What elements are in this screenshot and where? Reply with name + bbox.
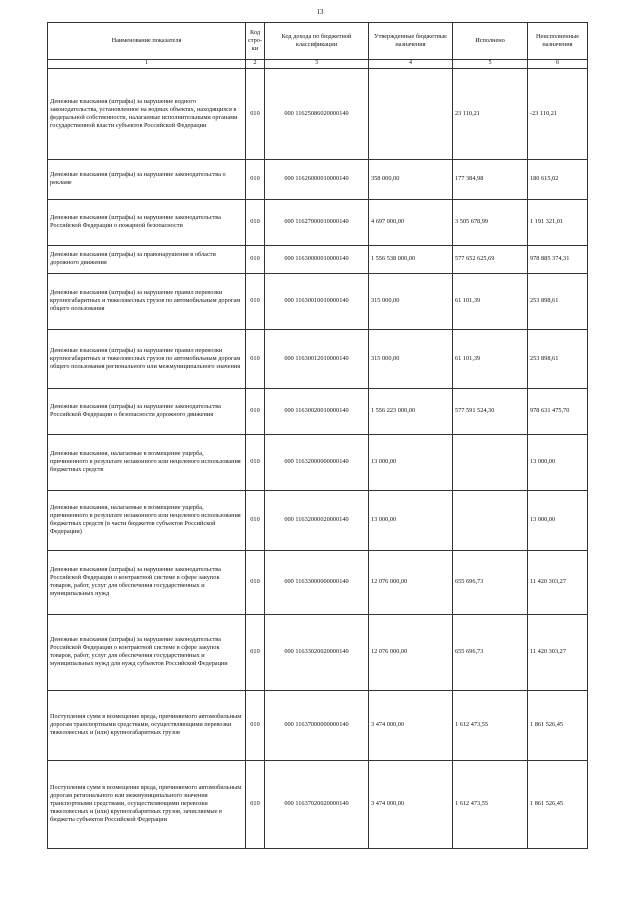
indicator-name: Денежные взыскания (штрафы) за нарушение законодательства Российской Федерации о пожарной безопасности	[48, 199, 246, 245]
line-code: 010	[246, 273, 265, 329]
indicator-name: Денежные взыскания (штрафы) за нарушение законодательства Российской Федерации о безопасности дорожного движения	[48, 388, 246, 434]
column-number: 1	[48, 60, 246, 69]
indicator-name: Денежные взыскания (штрафы) за нарушение водного законодательства, установленное на водных объектах, находящихся в федеральной собственности, налагаемые исполнительными органами государственной власти субъектов Российской Федерации	[48, 68, 246, 159]
table-row	[48, 199, 588, 245]
indicator-name: Денежные взыскания (штрафы) за правонарушения в области дорожного движения	[48, 245, 246, 273]
approved-value: 1 556 538 000,00	[369, 245, 453, 273]
approved-value: 4 697 000,00	[369, 199, 453, 245]
revenue-code: 000 11630020010000140	[265, 388, 369, 434]
approved-value: 13 000,00	[369, 490, 453, 550]
executed-value: 655 696,73	[453, 550, 528, 614]
header-executed: Исполнено	[453, 23, 528, 60]
table-row	[48, 614, 588, 690]
page-number: 13	[316, 8, 324, 16]
header-indicator-name: Наименование показателя	[48, 23, 246, 60]
line-code: 010	[246, 490, 265, 550]
budget-revenue-table	[47, 22, 588, 849]
indicator-name: Денежные взыскания (штрафы) за нарушение правил перевозки крупногабаритных и тяжеловесных грузов по автомобильным дорогам общего пользования регионального или межмуниципального значения	[48, 329, 246, 388]
line-code: 010	[246, 690, 265, 760]
indicator-name: Денежные взыскания (штрафы) за нарушение законодательства о рекламе	[48, 159, 246, 199]
table-row	[48, 273, 588, 329]
line-code: 010	[246, 388, 265, 434]
indicator-name: Денежные взыскания, налагаемые в возмещение ущерба, причиненного в результате незаконного или нецелевого использования бюджетных средств	[48, 434, 246, 490]
indicator-name: Денежные взыскания, налагаемые в возмещение ущерба, причиненного в результате незаконного или нецелевого использования бюджетных средств (в части бюджетов субъектов Российской Федерации)	[48, 490, 246, 550]
table-row	[48, 550, 588, 614]
revenue-code: 000 11632000000000140	[265, 434, 369, 490]
approved-value: 3 474 000,00	[369, 690, 453, 760]
header-revenue-code: Код дохода по бюджетной классификации	[265, 23, 369, 60]
executed-value	[453, 490, 528, 550]
column-number: 4	[369, 60, 453, 69]
executed-value: 1 612 473,55	[453, 760, 528, 848]
revenue-code: 000 11630012010000140	[265, 329, 369, 388]
approved-value: 315 000,00	[369, 273, 453, 329]
line-code: 010	[246, 68, 265, 159]
column-number: 6	[528, 60, 588, 69]
unexecuted-value: 11 420 303,27	[528, 614, 588, 690]
executed-value: 177 384,98	[453, 159, 528, 199]
line-code: 010	[246, 614, 265, 690]
line-code: 010	[246, 245, 265, 273]
header-approved: Утвержденные бюджетные назначения	[369, 23, 453, 60]
executed-value: 577 591 524,30	[453, 388, 528, 434]
indicator-name: Поступления сумм в возмещение вреда, причиняемого автомобильным дорогам регионального или межмуниципального значения транспортными средствами, осуществляющими перевозки тяжеловесных и (или) крупногабаритных грузов, зачисляемые в бюджеты субъектов Российской Федерации	[48, 760, 246, 848]
executed-value: 61 101,39	[453, 273, 528, 329]
executed-value: 3 505 678,99	[453, 199, 528, 245]
approved-value: 1 556 223 000,00	[369, 388, 453, 434]
column-number: 2	[246, 60, 265, 69]
column-number: 3	[265, 60, 369, 69]
revenue-code: 000 11633000000000140	[265, 550, 369, 614]
table-row	[48, 690, 588, 760]
table-row	[48, 68, 588, 159]
unexecuted-value: 1 861 526,45	[528, 760, 588, 848]
indicator-name: Денежные взыскания (штрафы) за нарушение законодательства Российской Федерации о контрактной системе в сфере закупок товаров, работ, услуг для обеспечения государственных и муниципальных нужд для нужд субъектов Российской Федерации	[48, 614, 246, 690]
revenue-code: 000 11637020020000140	[265, 760, 369, 848]
unexecuted-value: 253 898,61	[528, 329, 588, 388]
indicator-name: Денежные взыскания (штрафы) за нарушение законодательства Российской Федерации о контрактной системе в сфере закупок товаров, работ, услуг для обеспечения государственных и муниципальных нужд	[48, 550, 246, 614]
line-code: 010	[246, 760, 265, 848]
table-row	[48, 329, 588, 388]
executed-value: 577 652 625,69	[453, 245, 528, 273]
approved-value: 12 076 000,00	[369, 550, 453, 614]
table-row	[48, 434, 588, 490]
unexecuted-value: 13 000,00	[528, 434, 588, 490]
executed-value: 23 110,21	[453, 68, 528, 159]
line-code: 010	[246, 159, 265, 199]
header-line-code: Код стро-ки	[246, 23, 265, 60]
approved-value: 358 000,00	[369, 159, 453, 199]
indicator-name: Денежные взыскания (штрафы) за нарушение правил перевозки крупногабаритных и тяжеловесных грузов по автомобильным дорогам общего пользования	[48, 273, 246, 329]
table-row	[48, 388, 588, 434]
revenue-code: 000 11637000000000140	[265, 690, 369, 760]
revenue-code: 000 11630010010000140	[265, 273, 369, 329]
unexecuted-value: 180 615,02	[528, 159, 588, 199]
executed-value: 61 101,39	[453, 329, 528, 388]
line-code: 010	[246, 199, 265, 245]
revenue-code: 000 11626000010000140	[265, 159, 369, 199]
approved-value: 315 000,00	[369, 329, 453, 388]
unexecuted-value: 978 631 475,70	[528, 388, 588, 434]
unexecuted-value: 1 861 526,45	[528, 690, 588, 760]
table-row	[48, 760, 588, 848]
executed-value: 1 612 473,55	[453, 690, 528, 760]
line-code: 010	[246, 434, 265, 490]
indicator-name: Поступления сумм в возмещение вреда, причиняемого автомобильным дорогам транспортными средствами, осуществляющими перевозки тяжеловесных и (или) крупногабаритных грузов	[48, 690, 246, 760]
unexecuted-value: 1 191 321,01	[528, 199, 588, 245]
column-number-row	[48, 60, 588, 69]
unexecuted-value: 11 420 303,27	[528, 550, 588, 614]
executed-value: 655 696,73	[453, 614, 528, 690]
unexecuted-value: -23 110,21	[528, 68, 588, 159]
revenue-code: 000 11632000020000140	[265, 490, 369, 550]
unexecuted-value: 253 898,61	[528, 273, 588, 329]
revenue-code: 000 11633020020000140	[265, 614, 369, 690]
executed-value	[453, 434, 528, 490]
approved-value: 12 076 000,00	[369, 614, 453, 690]
approved-value: 13 000,00	[369, 434, 453, 490]
line-code: 010	[246, 550, 265, 614]
approved-value: 3 474 000,00	[369, 760, 453, 848]
table-row	[48, 490, 588, 550]
approved-value	[369, 68, 453, 159]
revenue-code: 000 11627000010000140	[265, 199, 369, 245]
unexecuted-value: 978 885 374,31	[528, 245, 588, 273]
table-row	[48, 159, 588, 199]
column-number: 5	[453, 60, 528, 69]
line-code: 010	[246, 329, 265, 388]
revenue-code: 000 11625086020000140	[265, 68, 369, 159]
unexecuted-value: 13 000,00	[528, 490, 588, 550]
revenue-code: 000 11630000010000140	[265, 245, 369, 273]
table-row	[48, 245, 588, 273]
header-unexecuted: Неисполненные назначения	[528, 23, 588, 60]
table-header-row	[48, 23, 588, 60]
